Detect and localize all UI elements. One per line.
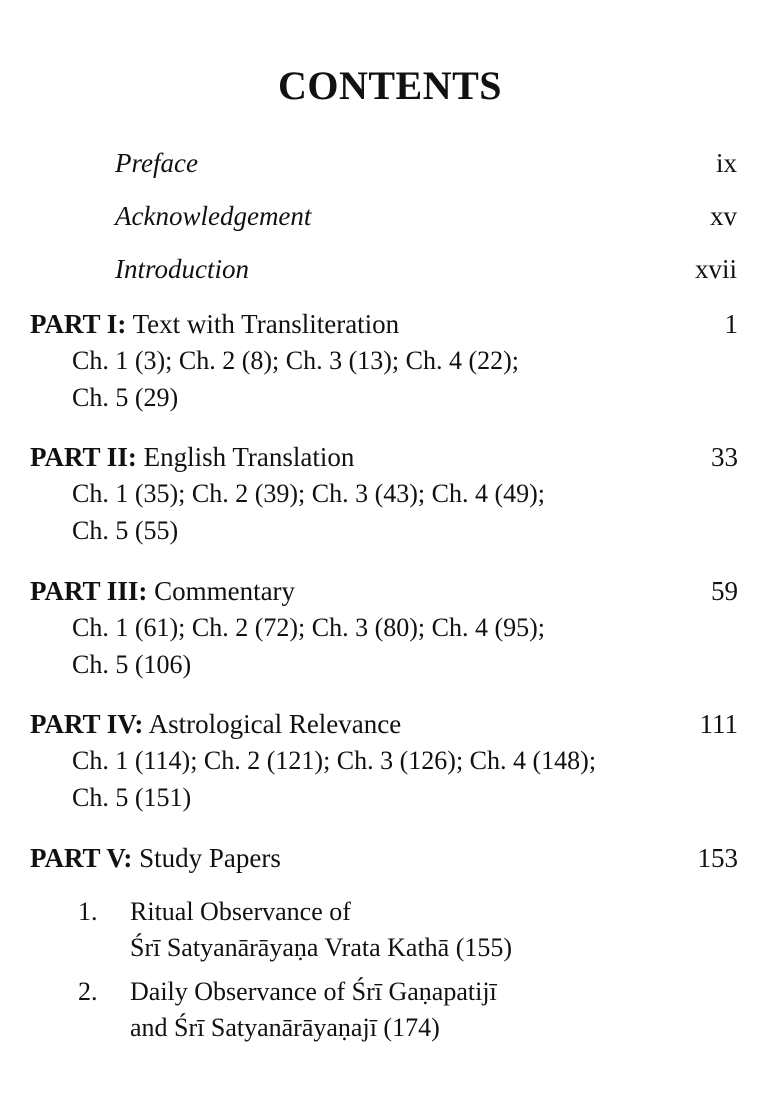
toc-entry-label: Introduction	[115, 254, 249, 284]
toc-part-label: PART II:	[30, 442, 137, 472]
toc-part-title-group	[30, 706, 401, 742]
study-paper-item[interactable]	[78, 894, 738, 966]
toc-part-page: 153	[697, 843, 738, 873]
toc-part-heading[interactable]	[30, 573, 738, 609]
toc-part-title: Text with Transliteration	[132, 309, 400, 339]
toc-part-page: 59	[711, 576, 738, 606]
toc-entry-acknowledgement[interactable]	[115, 201, 737, 232]
toc-part-title-group	[30, 439, 354, 475]
toc-part-page: 33	[711, 442, 738, 472]
toc-chapter-list	[72, 342, 738, 416]
toc-part-title-group	[30, 306, 399, 342]
toc-part-4	[30, 706, 738, 816]
toc-part-label: PART I:	[30, 309, 127, 339]
toc-chapter-list	[72, 475, 738, 549]
toc-part-1	[30, 306, 738, 416]
toc-part-title: Astrological Relevance	[148, 709, 402, 739]
study-paper-line: Śrī Satyanārāyaṇa Vrata Kathā (155)	[130, 933, 513, 962]
toc-part-page: 1	[724, 309, 738, 339]
toc-part-title: Study Papers	[139, 843, 281, 873]
study-paper-number: 1.	[78, 897, 98, 926]
toc-part-label: PART IV:	[30, 709, 144, 739]
toc-chapter-line: Ch. 1 (114); Ch. 2 (121); Ch. 3 (126); Ch. 4 (148);	[72, 746, 597, 775]
toc-entry-label: Acknowledgement	[115, 201, 312, 231]
toc-part-heading[interactable]	[30, 840, 738, 876]
toc-part-2	[30, 439, 738, 549]
study-paper-line: Daily Observance of Śrī Gaṇapatijī	[130, 977, 497, 1006]
toc-chapter-line: Ch. 1 (3); Ch. 2 (8); Ch. 3 (13); Ch. 4 (22);	[72, 346, 520, 375]
toc-part-heading[interactable]	[30, 306, 738, 342]
toc-chapter-list	[72, 609, 738, 683]
toc-part-title-group	[30, 840, 281, 876]
study-paper-line: and Śrī Satyanārāyaṇajī (174)	[130, 1013, 440, 1042]
toc-chapter-list	[72, 742, 738, 816]
study-paper-item[interactable]	[78, 974, 738, 1046]
toc-part-3	[30, 573, 738, 683]
study-paper-text	[130, 974, 497, 1046]
toc-chapter-line: Ch. 1 (35); Ch. 2 (39); Ch. 3 (43); Ch. 4 (49);	[72, 479, 546, 508]
study-paper-number: 2.	[78, 977, 98, 1006]
study-paper-line: Ritual Observance of	[130, 897, 351, 926]
toc-entry-page: xvii	[694, 254, 737, 284]
toc-part-5	[30, 840, 738, 876]
toc-part-label: PART V:	[30, 843, 133, 873]
toc-part-title: English Translation	[143, 442, 355, 472]
toc-entry-label: Preface	[115, 148, 198, 178]
study-paper-text	[130, 894, 512, 966]
toc-entry-page: ix	[715, 148, 737, 178]
toc-part-page: 111	[699, 709, 738, 739]
toc-part-title-group	[30, 573, 295, 609]
toc-chapter-line: Ch. 5 (106)	[72, 650, 192, 679]
toc-entry-introduction[interactable]	[115, 254, 737, 285]
toc-entry-page: xv	[710, 201, 737, 231]
toc-chapter-line: Ch. 5 (151)	[72, 783, 192, 812]
page-title: CONTENTS	[277, 63, 503, 108]
toc-part-heading[interactable]	[30, 706, 738, 742]
toc-chapter-line: Ch. 5 (55)	[72, 516, 179, 545]
study-papers-list	[78, 894, 738, 1054]
toc-part-heading[interactable]	[30, 439, 738, 475]
toc-chapter-line: Ch. 1 (61); Ch. 2 (72); Ch. 3 (80); Ch. 4 (95);	[72, 613, 546, 642]
toc-part-title: Commentary	[154, 576, 296, 606]
toc-part-label: PART III:	[30, 576, 148, 606]
toc-entry-preface[interactable]	[115, 148, 737, 179]
toc-chapter-line: Ch. 5 (29)	[72, 383, 179, 412]
